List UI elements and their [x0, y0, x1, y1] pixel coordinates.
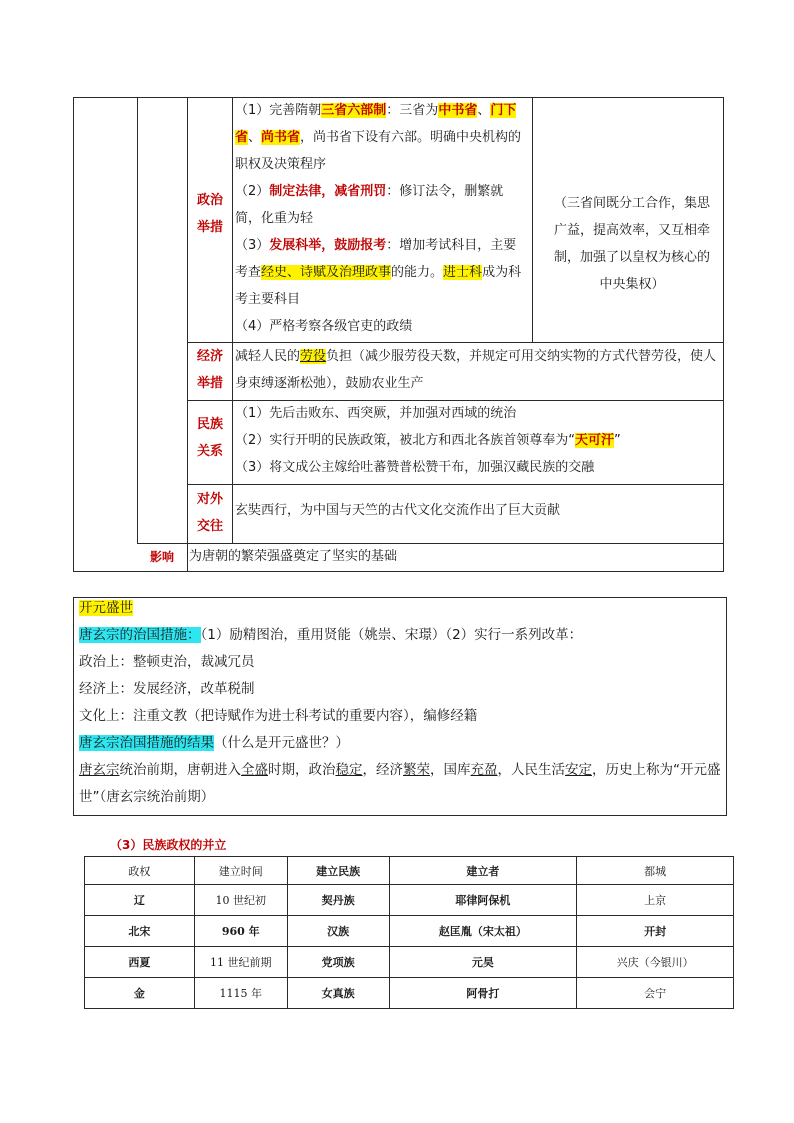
impact-text: 为唐朝的繁荣强盛奠定了坚实的基础	[189, 549, 398, 564]
text: ：修订法令，删繁就简，化重为轻	[235, 184, 504, 226]
header-cell: 都城	[577, 857, 734, 885]
table-cell: 上京	[577, 885, 734, 916]
text: ，历史上称为“开元盛世”（唐玄宗统治前期）	[79, 762, 721, 805]
table-row	[85, 885, 734, 916]
kaiyuan-content	[79, 595, 723, 811]
highlight: 天可汗	[575, 433, 615, 448]
highlight: 门下省	[235, 103, 517, 145]
highlight: 尚书省	[261, 130, 301, 145]
text: 时期，政治	[268, 762, 336, 778]
underline: 繁荣	[403, 762, 430, 778]
table-cell: 10 世纪初	[194, 885, 287, 916]
economy-line: 经济上：发展经济，改革税制	[79, 681, 255, 697]
underline: 安定	[565, 762, 592, 778]
result-line	[79, 730, 723, 757]
text: （2）	[235, 184, 270, 199]
text: （4）严格考察各级官吏的政绩	[235, 319, 413, 334]
highlight: 唐玄宗的治国措施：	[79, 627, 201, 643]
table-cell: 兴庆（今银川）	[577, 947, 734, 978]
text: 负担（减少服劳役天数，并规定可用交纳实物的方式代替劳役，使人身束缚逐渐松弛），鼓励农业生产	[235, 349, 717, 391]
text: ：增加考试科目，主要考查	[235, 238, 517, 280]
text: （3）	[235, 238, 270, 253]
text: 成为科考主要科目	[235, 265, 522, 307]
section-title: （3）民族政权的并立	[110, 838, 227, 852]
table-cell: 开封	[577, 916, 734, 947]
table-row	[85, 978, 734, 1009]
table-divider	[137, 97, 138, 543]
table-cell: 960 年	[194, 916, 287, 947]
side-note: （三省间既分工合作，集思广益，提高效率，又互相牵制，加强了以皇权为核心的中央集权）	[553, 196, 710, 292]
highlight: 三省六部制	[321, 103, 387, 118]
text: 统治前期，唐朝进入	[119, 762, 241, 778]
economy-measures	[233, 343, 723, 397]
table-cell: 西夏	[85, 947, 195, 978]
table-row	[85, 947, 734, 978]
category-foreign: 对外交往	[196, 492, 223, 534]
table-cell: 会宁	[577, 978, 734, 1009]
table-divider	[187, 484, 724, 485]
text: ，经济	[362, 762, 403, 778]
text: （3）将文成公主嫁给吐蕃赞普松赞干布，加强汉藏民族的交融	[235, 460, 595, 475]
text: ，人民生活	[497, 762, 565, 778]
politics-measures	[233, 97, 531, 340]
text: （1）先后击败东、西突厥，并加强对西域的统治	[235, 406, 517, 421]
underline: 稳定	[335, 762, 363, 778]
table-cell: 阿骨打	[389, 978, 577, 1009]
table-cell: 契丹族	[287, 885, 389, 916]
text: 减轻人民的	[235, 349, 301, 364]
underline: 充盈	[470, 762, 498, 778]
text: （2）实行开明的民族政策，被北方和西北各族首领尊奉为“	[235, 433, 576, 448]
regimes-table	[84, 856, 734, 1009]
header-cell: 建立者	[389, 857, 577, 885]
header-cell: 政权	[85, 857, 195, 885]
measures-line	[79, 622, 723, 649]
table-cell: 赵匡胤（宋太祖）	[389, 916, 577, 947]
text: （1）励精图治，重用贤能（姚崇、宋璟）（2）实行一系列改革：	[200, 627, 583, 643]
impact-label: 影响	[149, 550, 174, 564]
header-cell: 建立民族	[287, 857, 389, 885]
table-cell: 女真族	[287, 978, 389, 1009]
table-cell: 辽	[85, 885, 195, 916]
text: 的能力。	[391, 265, 444, 280]
text: ：三省为	[386, 103, 439, 118]
table-row	[85, 916, 734, 947]
highlight: 进士科	[443, 265, 483, 280]
text: ，国库	[430, 762, 471, 778]
ethnic-relations	[233, 400, 723, 481]
underline: 全盛	[241, 762, 268, 778]
table-cell: 汉族	[287, 916, 389, 947]
table-header-row	[85, 857, 734, 885]
foreign-exchange: 玄奘西行，为中国与天竺的古代文化交流作出了巨大贡献	[235, 503, 561, 518]
text: ”	[614, 433, 621, 448]
table-divider	[532, 97, 533, 342]
category-politics: 政治举措	[196, 193, 223, 235]
text: 、	[477, 103, 491, 118]
text: （1）完善隋朝	[235, 103, 322, 118]
highlight: 中书省	[438, 103, 478, 118]
highlight: 经史、诗赋及治理政事	[261, 265, 392, 280]
highlight: 开元盛世	[79, 600, 133, 616]
emphasis: 制定法律，减省刑罚	[269, 184, 387, 199]
text: （什么是开元盛世？）	[214, 735, 349, 751]
category-economy: 经济举措	[196, 349, 223, 391]
table-cell: 耶律阿保机	[389, 885, 577, 916]
culture-line: 文化上：注重文教（把诗赋作为进士科考试的重要内容），编修经籍	[79, 708, 478, 724]
table-cell: 党项族	[287, 947, 389, 978]
emphasis: 发展科举，鼓励报考	[269, 238, 387, 253]
highlight: 唐玄宗治国措施的结果	[79, 735, 214, 751]
table-divider	[187, 97, 188, 572]
category-ethnic: 民族关系	[196, 417, 223, 459]
highlight: 劳役	[300, 349, 327, 364]
table-cell: 元昊	[389, 947, 577, 978]
text: ，尚书省下设有六部。明确中央机构的职权及决策程序	[235, 130, 522, 172]
table-cell: 北宋	[85, 916, 195, 947]
table-cell: 1115 年	[194, 978, 287, 1009]
kaiyuan-title	[79, 595, 723, 622]
text: 、	[248, 130, 262, 145]
politics-line: 政治上：整顿吏治，裁减冗员	[79, 654, 255, 670]
table-cell: 11 世纪前期	[194, 947, 287, 978]
underline: 唐玄宗	[79, 762, 120, 778]
table-cell: 金	[85, 978, 195, 1009]
result-text	[79, 757, 723, 811]
header-cell: 建立时间	[194, 857, 287, 885]
